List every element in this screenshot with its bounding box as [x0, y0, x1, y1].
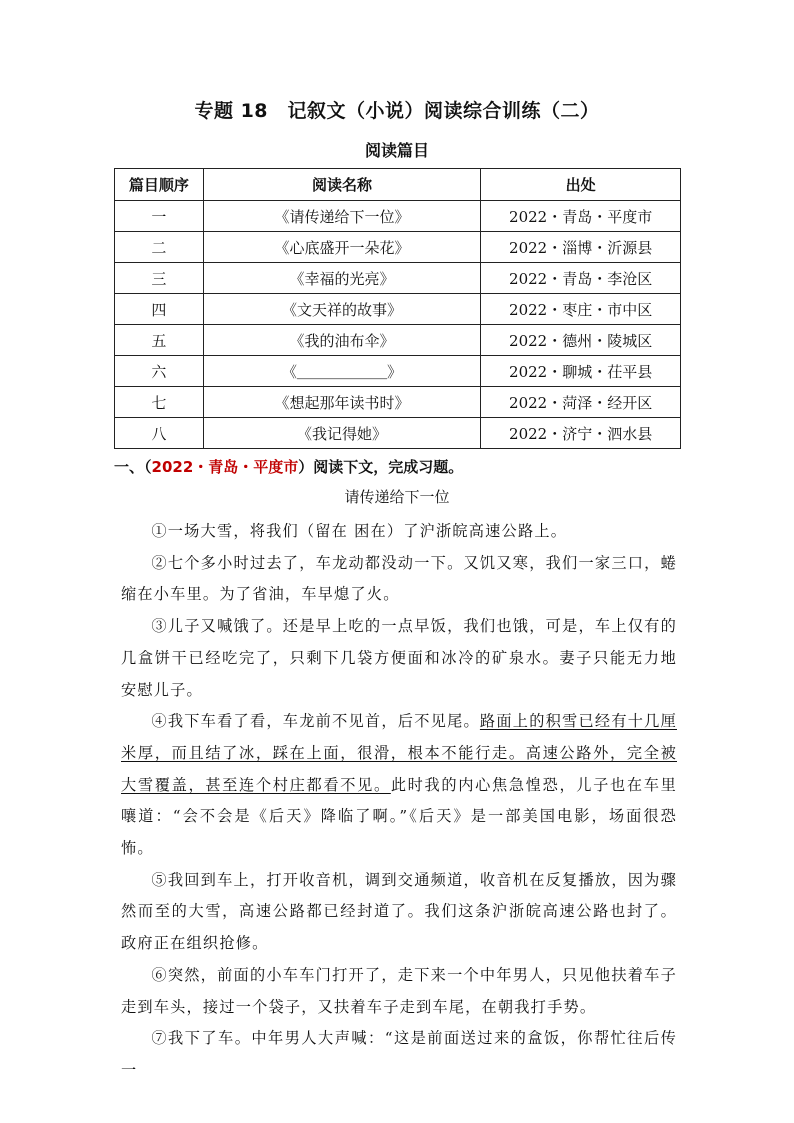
- cell-name: 《想起那年读书时》: [203, 387, 480, 418]
- paragraph-3: ③儿子又喊饿了。还是早上吃的一点早饭，我们也饿，可是，车上仅有的几盒饼干已经吃完了，只剩下几袋方便面和冰冷的矿泉水。妻子只能无力地安慰儿子。: [121, 617, 677, 699]
- table-row: [115, 232, 681, 263]
- paragraph-4: [121, 706, 677, 865]
- section-suffix: ）阅读下文，完成习题。: [298, 458, 464, 476]
- table-header-row: [115, 169, 681, 201]
- cell-source: 2022・淄博・沂源县: [481, 232, 681, 263]
- cell-source: 2022・聊城・茌平县: [481, 356, 681, 387]
- paragraph-1: ①一场大雪，将我们（留在 困在）了沪浙皖高速公路上。: [151, 522, 568, 540]
- header-source: 出处: [481, 169, 681, 201]
- cell-name: 《心底盛开一朵花》: [203, 232, 480, 263]
- paragraph-4-pre: ④我下车看了看，车龙前不见首，后不见尾。: [151, 712, 480, 731]
- table-row: [115, 356, 681, 387]
- table-caption: 阅读篇目: [364, 141, 429, 160]
- cell-name: 《请传递给下一位》: [203, 201, 480, 232]
- table-row: [115, 387, 681, 418]
- article-body: [121, 516, 677, 1087]
- table-row: [115, 418, 681, 449]
- paragraph-5: ⑤我回到车上，打开收音机，调到交通频道，收音机在反复播放，因为骤然而至的大雪，高速公路都已经封道了。我们这条沪浙皖高速公路也封了。政府正在组织抢修。: [121, 870, 677, 953]
- table-row: [115, 263, 681, 294]
- reading-list-table: [114, 168, 681, 449]
- section-source: 2022・青岛・平度市: [151, 458, 299, 476]
- cell-source: 2022・菏泽・经开区: [481, 387, 681, 418]
- cell-source: 2022・青岛・平度市: [481, 201, 681, 232]
- cell-source: 2022・德州・陵城区: [481, 325, 681, 356]
- paragraph-4-post: 此时我的内心焦急惶恐，儿子也在车里嚷道：“会不会是《后天》降临了啊。”《后天》是一部美国电影，场面很恐怖。: [121, 775, 678, 858]
- cell-order: 三: [115, 263, 204, 294]
- cell-order: 八: [115, 418, 204, 449]
- cell-name: 《我的油布伞》: [203, 325, 480, 356]
- cell-name: 《我记得她》: [203, 418, 480, 449]
- cell-order: 二: [115, 232, 204, 263]
- cell-order: 一: [115, 201, 204, 232]
- page-title: 专题 18 记叙文（小说）阅读综合训练（二）: [194, 100, 600, 122]
- cell-name: 《文天祥的故事》: [203, 294, 480, 325]
- cell-name: 《＿＿＿＿＿＿》: [203, 356, 480, 387]
- cell-name: 《幸福的光亮》: [203, 263, 480, 294]
- cell-source: 2022・枣庄・市中区: [481, 294, 681, 325]
- underlined-passage: 路面上的积雪已经有十几厘米厚，而且结了冰，踩在上面，很滑，根本不能行走。高速公路外，完全被大雪覆盖，甚至连个村庄都看不见。: [121, 712, 677, 794]
- paragraph-6: ⑥突然，前面的小车车门打开了，走下来一个中年男人，只见他扶着车子走到车头，接过一个袋子，又扶着车子走到车尾，在朝我打手势。: [121, 965, 677, 1016]
- table-row: [115, 201, 681, 232]
- cell-source: 2022・青岛・李沧区: [481, 263, 681, 294]
- cell-order: 四: [115, 294, 204, 325]
- paragraph-2: ②七个多小时过去了，车龙动都没动一下。又饥又寒，我们一家三口，蜷缩在小车里。为了省油，车早熄了火。: [121, 553, 677, 604]
- paragraph-7: ⑦我下了车。中年男人大声喊：“这是前面送过来的盒饭，你帮忙往后传一: [121, 1029, 677, 1079]
- cell-source: 2022・济宁・泗水县: [481, 418, 681, 449]
- cell-order: 五: [115, 325, 204, 356]
- section-prefix: 一、（: [114, 458, 152, 476]
- section-heading: [114, 456, 463, 477]
- table-row: [115, 325, 681, 356]
- article-title: 请传递给下一位: [344, 488, 450, 506]
- cell-order: 七: [115, 387, 204, 418]
- cell-order: 六: [115, 356, 204, 387]
- table-row: [115, 294, 681, 325]
- header-name: 阅读名称: [203, 169, 480, 201]
- header-order: 篇目顺序: [115, 169, 204, 201]
